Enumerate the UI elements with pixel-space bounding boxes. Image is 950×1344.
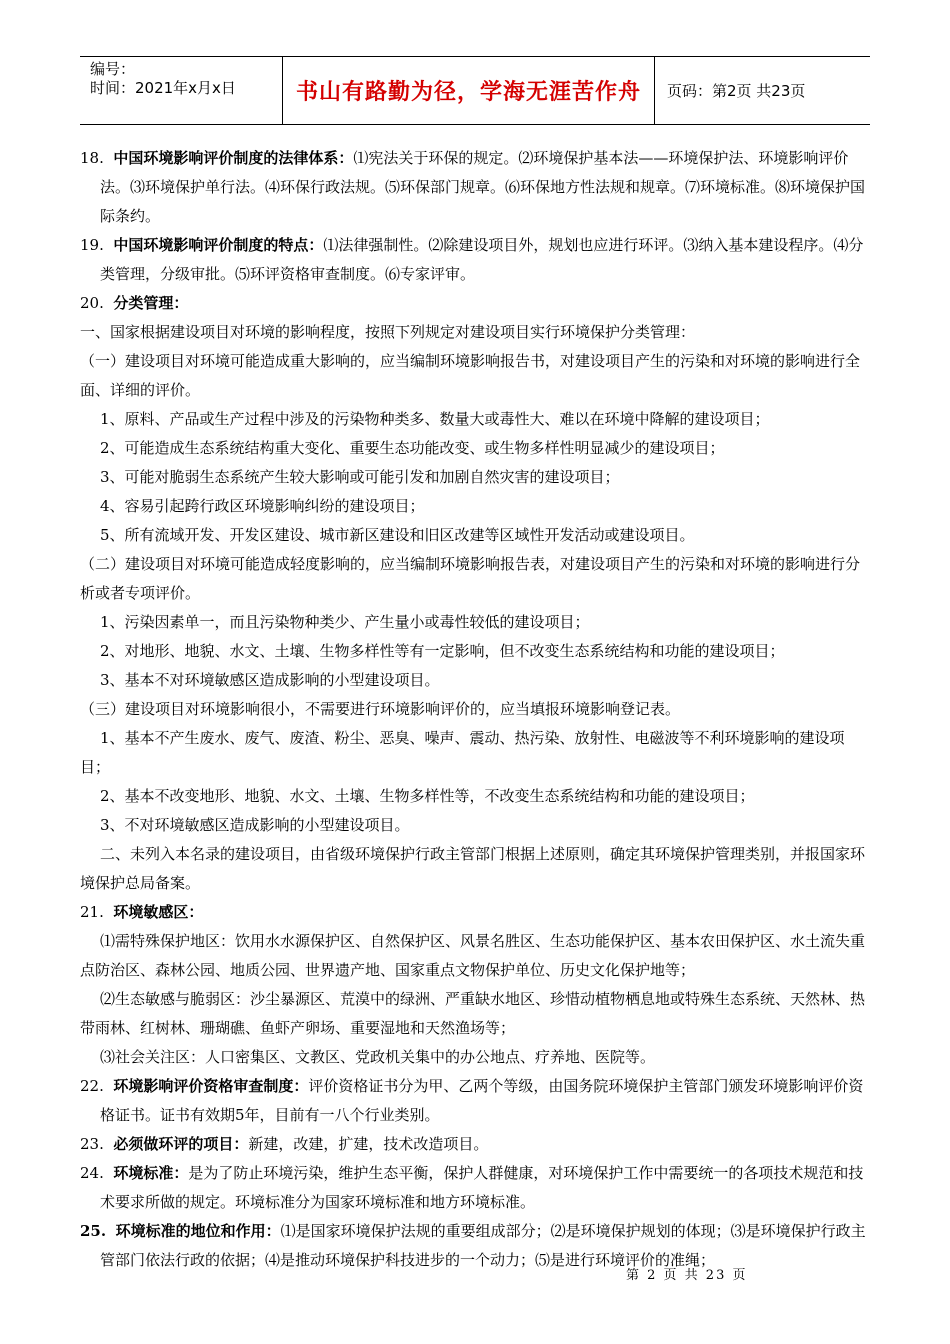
classification-a-head: （一）建设项目对环境可能造成重大影响的，应当编制环境影响报告书，对建设项目产生的污染和对环境的影响进行全面、详细的评价。 [80,352,861,399]
section-title: 环境敏感区： [113,903,204,921]
classification-part-2: 二、未列入本名录的建设项目，由省级环境保护行政主管部门根据上述原则，确定其环境保护管理类别，并报国家环境保护总局备案。 [80,845,866,892]
section-text: ⑴是国家环境保护法规的重要组成部分；⑵是环境保护规划的体现；⑶是环境保护行政主管部门依法行政的依据；⑷是推动环境保护科技进步的一个动力；⑸是进行环境评价的准绳； [100,1222,866,1269]
classification-c-item: 1、基本不产生废水、废气、废渣、粉尘、恶臭、噪声、震动、热污染、放射性、电磁波等不利环境影响的建设项目； [80,729,845,776]
classification-b-item: 1、污染因素单一，而且污染物种类少、产生量小或毒性较低的建设项目； [100,613,590,631]
classification-b-item: 3、基本不对环境敏感区造成影响的小型建设项目。 [100,671,440,689]
section-text: 新建，改建，扩建，技术改造项目。 [248,1135,489,1153]
section-21 [80,898,872,927]
section-23 [80,1130,872,1159]
document-number-label: 编号： [90,60,136,78]
section-number: 23. [80,1135,104,1153]
classification-c-head: （三）建设项目对环境影响很小，不需要进行环境影响评价的，应当填报环境影响登记表。 [80,700,681,718]
section-number: 25. [80,1222,107,1240]
section-title: 中国环境影响评价制度的特点： [113,236,324,254]
classification-a-item: 3、可能对脆弱生态系统产生较大影响或可能引发和加剧自然灾害的建设项目； [100,468,620,486]
section-number: 20. [80,294,104,312]
section-22 [80,1072,872,1130]
section-24 [80,1159,872,1217]
header-motto: 书山有路勤为径，学海无涯苦作舟 [283,57,655,124]
section-20 [80,289,872,318]
section-text: 评价资格证书分为甲、乙两个等级，由国务院环境保护主管部门颁发环境影响评价资格证书。证书有效期5年，目前有一八个行业类别。 [100,1077,864,1124]
classification-c-item: 3、不对环境敏感区造成影响的小型建设项目。 [100,816,410,834]
section-number: 21. [80,903,104,921]
classification-intro: 一、国家根据建设项目对环境的影响程度，按照下列规定对建设项目实行环境保护分类管理： [80,323,696,341]
classification-c-item: 2、基本不改变地形、地貌、水文、土壤、生物多样性等，不改变生态系统结构和功能的建设项目； [100,787,755,805]
sensitive-area-item: ⑵生态敏感与脆弱区：沙尘暴源区、荒漠中的绿洲、严重缺水地区、珍惜动植物栖息地或特殊生态系统、天然林、热带雨林、红树林、珊瑚礁、鱼虾产卵场、重要湿地和天然渔场等； [80,990,866,1037]
document-body [80,144,872,1275]
section-title: 环境影响评价资格审查制度： [113,1077,309,1095]
page-footer: 第 2 页 共 23 页 [626,1268,748,1283]
classification-a-item: 2、可能造成生态系统结构重大变化、重要生态功能改变、或生物多样性明显减少的建设项目； [100,439,725,457]
section-number: 19. [80,236,104,254]
section-25 [80,1217,872,1275]
section-number: 22. [80,1077,104,1095]
section-number: 24. [80,1164,104,1182]
section-text: ⑴宪法关于环保的规定。⑵环境保护基本法——环境保护法、环境影响评价法。⑶环境保护单行法。⑷环保行政法规。⑸环保部门规章。⑹环保地方性法规和规章。⑺环境标准。⑻环境保护国际条约。 [100,149,866,225]
sensitive-area-item: ⑴需特殊保护地区：饮用水水源保护区、自然保护区、风景名胜区、生态功能保护区、基本农田保护区、水土流失重点防治区、森林公园、地质公园、世界遗产地、国家重点文物保护单位、历史文化保护地等； [80,932,866,979]
section-title: 中国环境影响评价制度的法律体系： [113,149,354,167]
header-meta [80,57,283,124]
section-18 [80,144,872,231]
page-header [80,56,870,125]
section-text: 是为了防止环境污染，维护生态平衡，保护人群健康，对环境保护工作中需要统一的各项技术规范和技术要求所做的规定。环境标准分为国家环境标准和地方环境标准。 [100,1164,864,1211]
section-title: 环境标准的地位和作用： [115,1222,281,1240]
classification-a-item: 4、容易引起跨行政区环境影响纠纷的建设项目； [100,497,425,515]
classification-b-head: （二）建设项目对环境可能造成轻度影响的，应当编制环境影响报告表，对建设项目产生的污染和对环境的影响进行分析或者专项评价。 [80,555,861,602]
section-title: 分类管理： [113,294,189,312]
header-page-number: 页码：第2页 共23页 [667,82,806,100]
sensitive-area-item: ⑶社会关注区：人口密集区、文教区、党政机关集中的办公地点、疗养地、医院等。 [100,1048,656,1066]
classification-b-item: 2、对地形、地貌、水文、土壤、生物多样性等有一定影响，但不改变生态系统结构和功能的建设项目； [100,642,785,660]
section-19 [80,231,872,289]
document-time: 时间：2021年x月x日 [90,79,236,97]
section-text: ⑴法律强制性。⑵除建设项目外，规划也应进行环评。⑶纳入基本建设程序。⑷分类管理，分级审批。⑸环评资格审查制度。⑹专家评审。 [100,236,864,283]
section-title: 环境标准： [113,1164,189,1182]
classification-a-item: 5、所有流域开发、开发区建设、城市新区建设和旧区改建等区域性开发活动或建设项目。 [100,526,695,544]
section-number: 18. [80,149,104,167]
section-title: 必须做环评的项目： [113,1135,249,1153]
classification-a-item: 1、原料、产品或生产过程中涉及的污染物种类多、数量大或毒性大、难以在环境中降解的建设项目； [100,410,770,428]
